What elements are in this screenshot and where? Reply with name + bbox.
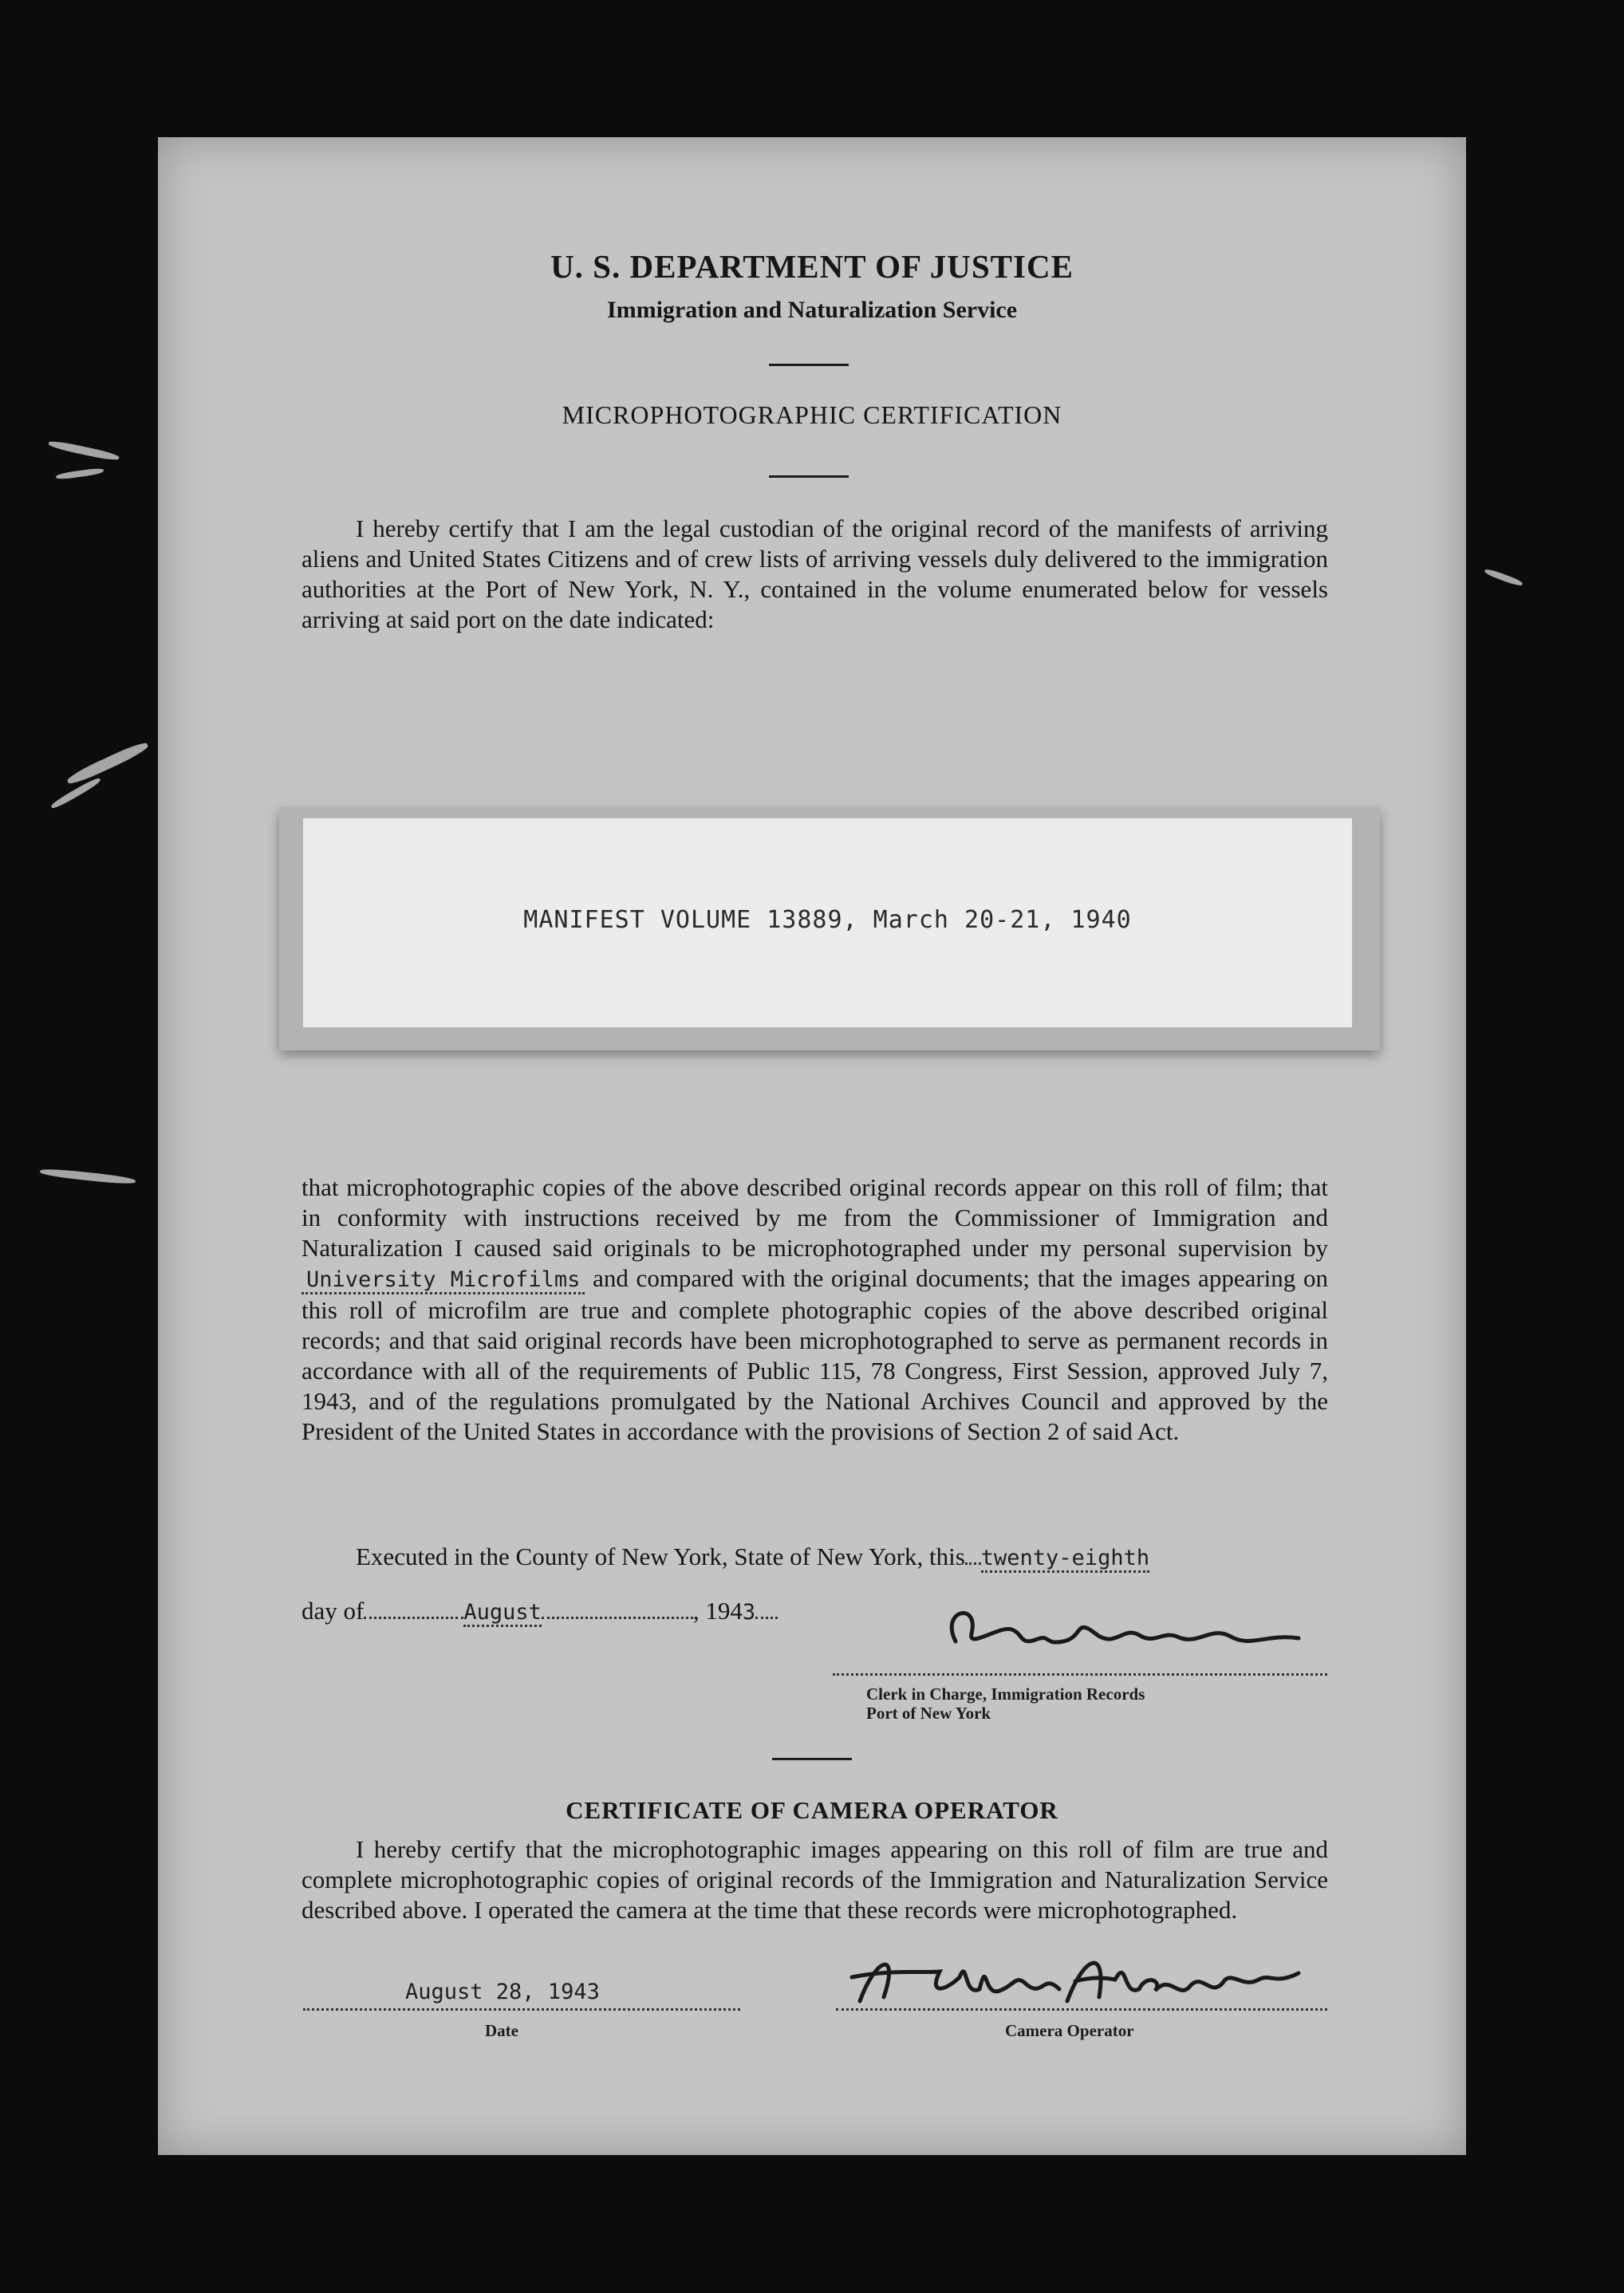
divider-rule bbox=[769, 475, 849, 478]
camera-date-label: Date bbox=[485, 2021, 518, 2040]
month-value: August bbox=[463, 1600, 542, 1627]
year-digit: 3 bbox=[742, 1600, 756, 1625]
divider-rule bbox=[769, 364, 849, 366]
department-heading: U. S. DEPARTMENT OF JUSTICE bbox=[550, 248, 1074, 285]
camera-date-line bbox=[303, 2008, 740, 2011]
volume-label: MANIFEST VOLUME 13889, March 20-21, 1940 bbox=[523, 906, 1132, 934]
clerk-signature bbox=[924, 1602, 1322, 1657]
body-text-part1: that microphotographic copies of the above described original records appear on this roll of film; that in conformity with instructions received by me from the Commissioner of Immigration and Naturalization I caused said originals to be microphotographed under my personal supervision by bbox=[302, 1173, 1328, 1262]
divider-rule bbox=[772, 1758, 852, 1760]
clerk-title-line2: Port of New York bbox=[866, 1704, 991, 1723]
clerk-signature-line bbox=[833, 1673, 1327, 1676]
supervisor-name: University Microfilms bbox=[302, 1267, 585, 1294]
year-prefix: , 194 bbox=[692, 1597, 743, 1625]
operator-signature bbox=[828, 1941, 1322, 2013]
camera-certificate-paragraph: I hereby certify that the microphotographic images appearing on this roll of film are true and complete microphotographic copies of original records of the Immigration and Naturalization Service described above. I operated the camera at the time that these records were microphotographed. bbox=[302, 1835, 1328, 1924]
form-title: MICROPHOTOGRAPHIC CERTIFICATION bbox=[562, 400, 1062, 429]
clerk-title-line1: Clerk in Charge, Immigration Records bbox=[866, 1684, 1145, 1704]
operator-signature-line bbox=[836, 2008, 1327, 2011]
volume-label-strip bbox=[279, 807, 1380, 1050]
body-text-part2: and compared with the original documents; that the images appearing on this roll of microfilm are true and complete photographic copies of the above described original records; and that said original records have been microphotographed to serve as permanent records in accordance with all of the requirements of Public 115, 78 Congress, First Session, approved July 7, 1943, and of the regulations promulgated by the National Archives Council and approved by the President of the United States in accordance with the provisions of Section 2 of said Act. bbox=[302, 1264, 1328, 1445]
day-of-text: day of bbox=[302, 1597, 365, 1625]
certificate-page bbox=[158, 137, 1466, 2155]
executed-text: Executed in the County of New York, State of New York, this bbox=[356, 1542, 965, 1570]
day-value: twenty-eighth bbox=[981, 1546, 1149, 1573]
month-line bbox=[302, 1597, 778, 1625]
camera-operator-label: Camera Operator bbox=[1005, 2021, 1134, 2040]
volume-label-paper bbox=[303, 818, 1352, 1027]
camera-date-value: August 28, 1943 bbox=[405, 1980, 600, 2004]
clerk-title bbox=[866, 1684, 1145, 1723]
camera-certificate-title: CERTIFICATE OF CAMERA OPERATOR bbox=[566, 1796, 1058, 1824]
service-heading: Immigration and Naturalization Service bbox=[606, 297, 1018, 323]
executed-line bbox=[356, 1542, 1149, 1571]
intro-paragraph: I hereby certify that I am the legal custodian of the original record of the manifests of arriving aliens and United States Citizens and of crew lists of arriving vessels duly delivered to the immigration authorities at the Port of New York, N. Y., contained in the volume enumerated below for vessels arriving at said port on the date indicated: bbox=[302, 514, 1328, 633]
body-paragraph bbox=[302, 1172, 1328, 1447]
